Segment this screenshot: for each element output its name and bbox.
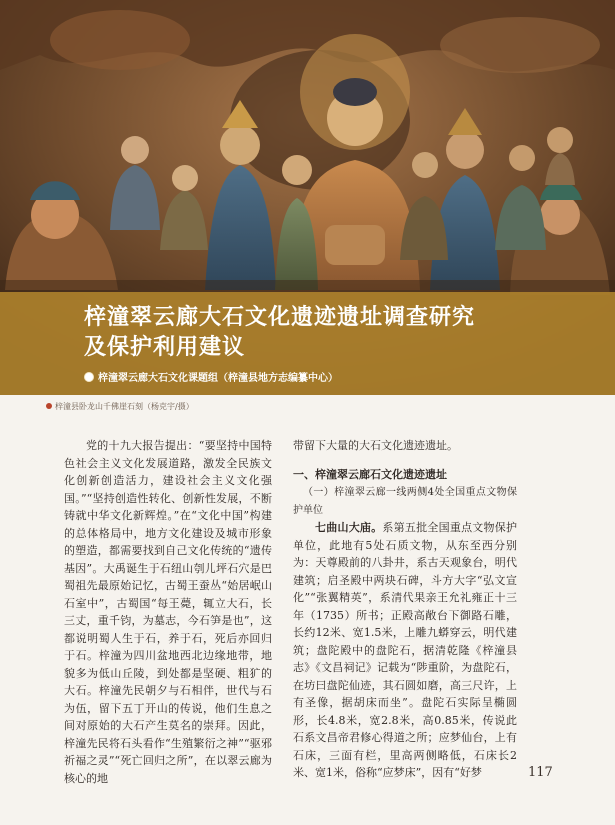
intro-paragraph: 党的十九大报告提出：“要坚持中国特色社会主义文化发展道路，激发全民族文化创新创造活力，建设社会主义文化强国。”“坚持创造性转化、创新性发展，不断铸就中华文化新辉煌。”在“文化中国”构建的总体格局中，地方文化建设及城市形象的塑造，都需要找到自己文化传统的“遗传基因”。大禹诞生于石纽山刳儿坪石穴是巴蜀祖先最原始记忆，古蜀王蚕丛“始居岷山石室中”，古蜀国“每王薨，辄立大石，长三丈，重千钧，为墓志，今石笋是也”，这都说明蜀人生于石，养于石，死后亦回归于石。梓潼为四川盆地西北边缘地带，地貌多为低山丘陵，到处都是坚硬、粗犷的大石。梓潼先民朝夕与石相伴，世代与石为伍，留下五丁开山的传说，他们生息之间对原始的大石产生莫名的崇拜。因此，梓潼先民将石头看作“生殖繁衍之神”“驱邪祈福之灵”“死亡回归之所”，在以翠云廊为核心的地 <box>64 439 272 785</box>
article-title-line-1: 梓潼翠云廊大石文化遗迹遗址调查研究 <box>84 305 476 330</box>
left-column <box>64 437 272 787</box>
caption-text: 梓潼县卧龙山千佛崖石刻（杨克宇/摄） <box>55 402 194 411</box>
photo-caption <box>46 401 194 412</box>
byline-text: 梓潼翠云廊大石文化课题组（梓潼县地方志编纂中心） <box>98 373 338 384</box>
byline <box>84 369 338 384</box>
page-number: 117 <box>528 765 553 780</box>
item-paragraph <box>293 519 517 782</box>
continuation-text: 带留下大量的大石文化遗迹遗址。 <box>293 439 458 452</box>
item-title: 七曲山大庙。 <box>315 521 383 534</box>
right-column <box>293 437 517 782</box>
caption-dot-icon <box>46 403 52 409</box>
item-text: 系第五批全国重点文物保护单位，此地有5处石质文物，从东至西分别为：天尊殿前的八卦井，系古天观象台，明代建筑；启圣殿中两块石碑，斗方大字“弘文宣化”“张翼精英”，系清代果亲王允礼雍正十三年（1735）所书；正殿高敞台下御路石雕，长约12米、宽1.5米，上雕九蟒穿云，明代建筑；盘陀殿中的盘陀石，据清乾隆《梓潼县志》《文昌祠记》记载为“陟重阶，为盘陀石，在坊曰盘陀仙迹，其石圆如磨，高三尺许，上有圣像，据胡床而坐”。盘陀石实际呈椭圆形，长4.8米，宽2.8米，高0.85米，传说此石系文昌帝君修心得道之所；应梦仙台，上有石床，三面有栏，里高两侧略低，石床长2米、宽1米，俗称“应梦床”，因有“好梦 <box>293 521 518 779</box>
section-heading: 一、梓潼翠云廊石文化遗迹遗址 <box>293 467 447 481</box>
bullet-icon <box>84 372 94 382</box>
article-title-line-2: 及保护利用建议 <box>84 335 246 360</box>
sub-heading: （一）梓潼翠云廊一线两侧4处全国重点文物保护单位 <box>293 487 517 516</box>
